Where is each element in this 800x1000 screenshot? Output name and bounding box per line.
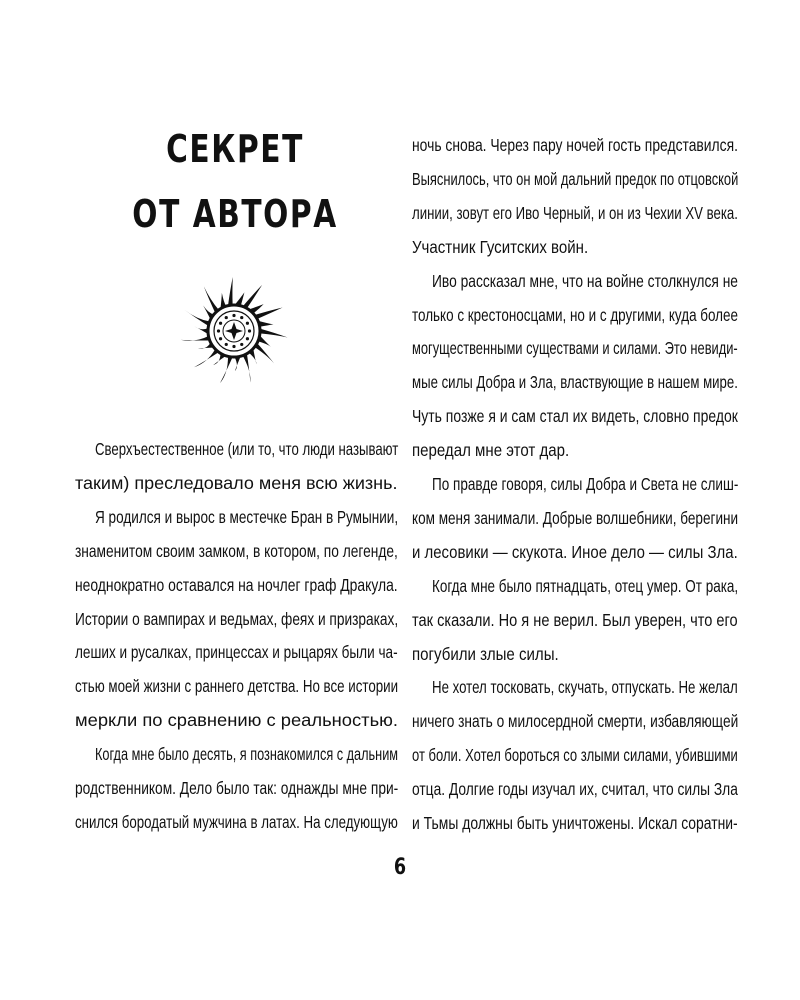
sun-ray (255, 343, 276, 365)
zodiac-mark (240, 343, 243, 346)
text-line: линии, зовут его Иво Черный, и он из Чехии XV века. (412, 202, 738, 223)
text-line: погубили злые силы. (412, 643, 559, 664)
sun-ray (243, 285, 263, 308)
text-line: снился бородатый мужчина в латах. На следующую (75, 811, 398, 832)
text-line: леших и русалках, принцессах и рыцарях были ча- (75, 642, 398, 663)
text-line: Когда мне было пятнадцать, отец умер. От рака, (432, 575, 739, 596)
zodiac-mark (217, 329, 220, 332)
text-line: ничего знать о милосердной смерти, избавляющей (412, 711, 739, 732)
chapter-title-line-1: СЕКРЕТ (166, 127, 304, 171)
text-line: передал мне этот дар. (412, 440, 570, 461)
text-line: Я родился и вырос в местечке Бран в Румынии, (95, 506, 399, 527)
text-line: неоднократно оставался на ночлег граф Дракула. (75, 574, 398, 595)
sun-with-zodiac-icon (178, 250, 290, 412)
text-line: Когда мне было десять, я познакомился с дальним (95, 744, 399, 765)
sun-ray (181, 336, 210, 341)
text-line: Сверхъестественное (или то, что люди называют (95, 439, 399, 459)
page-number: 6 (393, 855, 407, 880)
text-line: родственником. Дело было так: однажды мне при- (75, 778, 399, 798)
zodiac-mark (225, 343, 228, 346)
text-line: и Тьмы должны быть уничтожены. Искал соратни- (412, 813, 738, 833)
text-line: отца. Долгие годы изучал их, считал, что силы Зла (412, 779, 738, 800)
zodiac-mark (225, 316, 228, 319)
zodiac-mark (248, 329, 251, 332)
sun-ray (260, 329, 288, 338)
sun-ray (204, 286, 219, 313)
sun-ray (220, 356, 233, 383)
text-line: меркли по сравнению с реальностью. (75, 710, 399, 731)
text-line: Чуть позже я и сам стал их видеть, словно предок (412, 406, 738, 427)
text-line: По правде говоря, силы Добра и Света не слиш- (432, 474, 739, 494)
sun-ray (255, 307, 283, 319)
text-line: таким) преследовало меня всю жизнь. (75, 472, 398, 493)
text-line: стью моей жизни с раннего детства. Но все истории (75, 676, 399, 697)
text-line: Иво рассказал мне, что на войне столкнулся не (432, 270, 738, 291)
text-line: могущественными существами и силами. Это невиди- (412, 338, 738, 359)
sun-ray (194, 326, 208, 334)
text-line: ночь снова. Через пару ночей гость представился. (412, 135, 738, 155)
sun-ray (228, 277, 233, 306)
text-line: от боли. Хотел бороться со злыми силами, убившими (412, 745, 738, 766)
text-line: ком меня занимали. Добрые волшебники, берегини (412, 507, 739, 528)
text-line: Не хотел тосковать, скучать, отпускать. Не желал (432, 677, 738, 698)
sun-ray (184, 310, 209, 326)
sun-ray (194, 349, 219, 367)
zodiac-mark (240, 316, 243, 319)
text-line: так сказали. Но я не верил. Был уверен, что его (412, 609, 738, 630)
sun-ray (243, 354, 251, 383)
text-line: Истории о вампирах и ведьмах, феях и призраках, (75, 608, 399, 629)
text-line: мые силы Добра и Зла, властвующие в нашем мире. (412, 372, 738, 393)
zodiac-mark (232, 314, 235, 317)
text-line: знаменитом своим замком, в котором, по легенде, (75, 540, 398, 561)
chapter-title-line-2: ОТ АВТОРА (132, 192, 338, 236)
zodiac-mark (246, 322, 249, 325)
text-line: и лесовики — скукота. Иное дело — силы Зла. (412, 541, 738, 562)
zodiac-mark (232, 345, 235, 348)
zodiac-mark (246, 337, 249, 340)
zodiac-mark (219, 337, 222, 340)
text-line: Выяснилось, что он мой дальний предок по отцовской (412, 168, 739, 189)
text-line: Участник Гуситских войн. (412, 236, 589, 257)
text-line: только с крестоносцами, но и с другими, куда более (412, 304, 739, 325)
zodiac-mark (219, 322, 222, 325)
